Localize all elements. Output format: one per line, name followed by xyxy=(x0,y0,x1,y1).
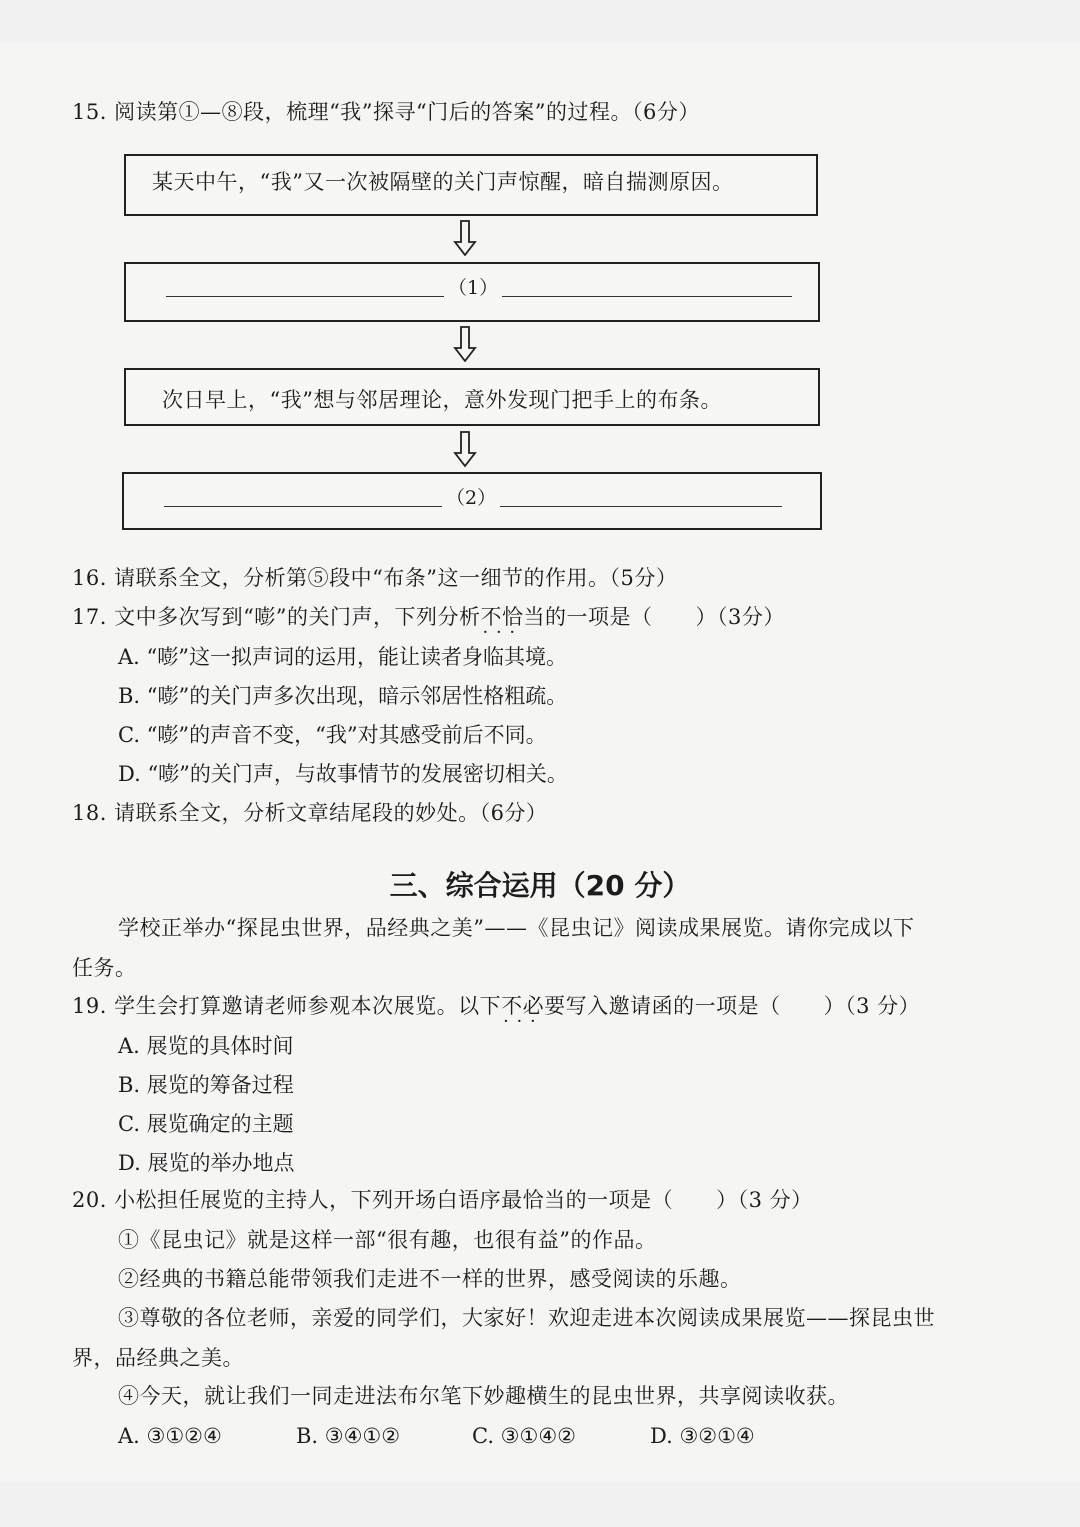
q20-option-b: B. ③④①② xyxy=(296,1424,401,1448)
q20-option-c: C. ③①④② xyxy=(472,1424,576,1448)
q16-stem: 16. 请联系全文，分析第⑤段中“布条”这一细节的作用。（5分） xyxy=(72,566,678,590)
q17-option-c: C. “嘭”的声音不变，“我”对其感受前后不同。 xyxy=(118,723,547,747)
flow-box-1-text: 某天中午，“我”又一次被隔壁的关门声惊醒，暗自揣测原因。 xyxy=(152,170,734,194)
q20-sentence-3-cont: 界，品经典之美。 xyxy=(72,1346,244,1370)
down-arrow-icon xyxy=(453,220,477,256)
q20-stem: 20. 小松担任展览的主持人，下列开场白语序最恰当的一项是（ ）（3 分） xyxy=(72,1188,813,1212)
q20-sentence-2: ②经典的书籍总能带领我们走进不一样的世界，感受阅读的乐趣。 xyxy=(118,1267,742,1291)
q20-option-a: A. ③①②④ xyxy=(118,1424,222,1448)
flow-box-2 xyxy=(124,262,820,322)
blank-label-2: （2） xyxy=(442,486,500,510)
q20-option-d: D. ③②①④ xyxy=(650,1424,755,1448)
section-3-intro-line-2: 任务。 xyxy=(72,956,137,980)
q20-sentence-3: ③尊敬的各位老师，亲爱的同学们，大家好！欢迎走进本次阅读成果展览——探昆虫世 xyxy=(118,1306,935,1330)
q19-stem xyxy=(72,992,920,1020)
flow-box-1 xyxy=(124,154,818,216)
q17-option-d: D. “嘭”的关门声，与故事情节的发展密切相关。 xyxy=(118,762,568,786)
q19-emphasis: 不必要 · · · xyxy=(501,992,566,1020)
q17-emphasis: 不恰当 · · · xyxy=(481,603,546,631)
q18-stem: 18. 请联系全文，分析文章结尾段的妙处。（6分） xyxy=(72,801,548,825)
flow-box-3-text: 次日早上，“我”想与邻居理论，意外发现门把手上的布条。 xyxy=(162,388,722,412)
down-arrow-icon xyxy=(453,431,477,467)
q17-stem-pre: 17. 文中多次写到“嘭”的关门声，下列分析 xyxy=(72,605,481,629)
q15-stem: 15. 阅读第①—⑧段，梳理“我”探寻“门后的答案”的过程。（6分） xyxy=(72,100,700,124)
q19-stem-pre: 19. 学生会打算邀请老师参观本次展览。以下 xyxy=(72,994,502,1018)
section-3-intro-line-1: 学校正举办“探昆虫世界，品经典之美”——《昆虫记》阅读成果展览。请你完成以下 xyxy=(118,916,915,940)
flow-box-3 xyxy=(124,368,820,426)
q17-stem-post: 的一项是（ ）（3分） xyxy=(545,605,785,629)
flow-box-4 xyxy=(122,472,822,530)
q17-stem xyxy=(72,603,785,631)
q20-sentence-4: ④今天，就让我们一同走进法布尔笔下妙趣横生的昆虫世界，共享阅读收获。 xyxy=(118,1384,849,1408)
q17-option-b: B. “嘭”的关门声多次出现，暗示邻居性格粗疏。 xyxy=(118,684,568,708)
section-3-title: 三、综合运用（20 分） xyxy=(389,869,691,902)
down-arrow-icon xyxy=(453,326,477,362)
q19-option-d: D. 展览的举办地点 xyxy=(118,1151,295,1175)
blank-label-1: （1） xyxy=(444,276,502,300)
q19-option-b: B. 展览的筹备过程 xyxy=(118,1073,294,1097)
q19-option-c: C. 展览确定的主题 xyxy=(118,1112,294,1136)
q19-option-a: A. 展览的具体时间 xyxy=(118,1034,294,1058)
q17-option-a: A. “嘭”这一拟声词的运用，能让读者身临其境。 xyxy=(118,645,567,669)
q20-sentence-1: ①《昆虫记》就是这样一部“很有趣，也很有益”的作品。 xyxy=(118,1228,657,1252)
q19-stem-post: 写入邀请函的一项是（ ）（3 分） xyxy=(565,994,921,1018)
